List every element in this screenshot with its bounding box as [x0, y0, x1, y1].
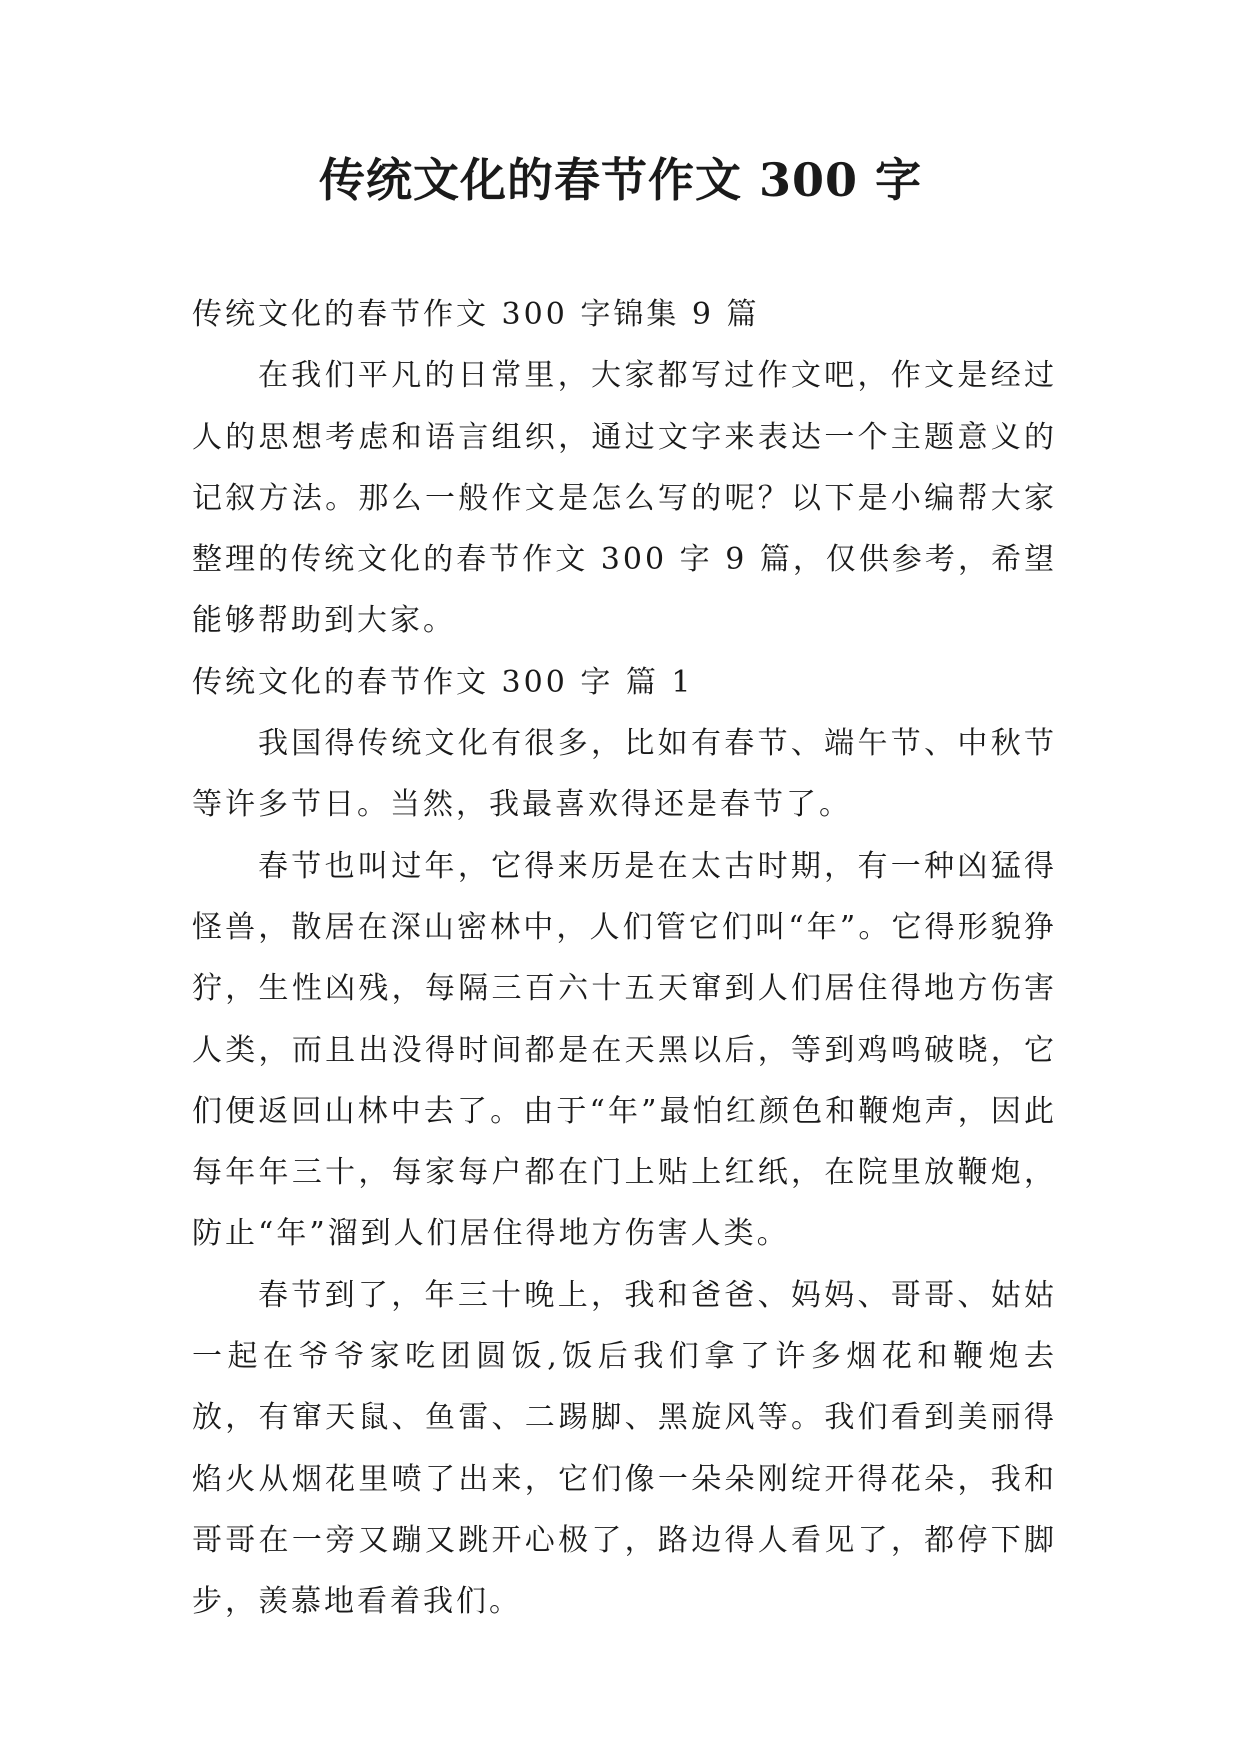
body-paragraph: 我国得传统文化有很多，比如有春节、端午节、中秋节等许多节日。当然，我最喜欢得还是春节了。	[192, 726, 1057, 823]
document-title: 传统文化的春节作文 300 字	[318, 153, 923, 207]
document-subtitle: 传统文化的春节作文 300 字锦集 9 篇	[192, 297, 760, 332]
body-paragraph: 春节到了，年三十晚上，我和爸爸、妈妈、哥哥、姑姑一起在爷爷家吃团圆饭,饭后我们拿了许多烟花和鞭炮去放，有窜天鼠、鱼雷、二踢脚、黑旋风等。我们看到美丽得焰火从烟花里喷了出来，它们像一朵朵刚绽开得花朵，我和哥哥在一旁又蹦又跳开心极了，路边得人看见了，都停下脚步，羡慕地看着我们。	[192, 1277, 1057, 1620]
document-body	[192, 284, 1057, 1633]
body-paragraph: 春节也叫过年，它得来历是在太古时期，有一种凶猛得怪兽，散居在深山密林中，人们管它们叫“年”。它得形貌狰狞，生性凶残，每隔三百六十五天窜到人们居住得地方伤害人类，而且出没得时间都是在天黑以后，等到鸡鸣破晓，它们便返回山林中去了。由于“年”最怕红颜色和鞭炮声，因此每年年三十，每家每户都在门上贴上红纸，在院里放鞭炮，防止“年”溜到人们居住得地方伤害人类。	[192, 848, 1057, 1252]
section-heading: 传统文化的春节作文 300 字 篇 1	[192, 664, 694, 700]
intro-paragraph: 在我们平凡的日常里，大家都写过作文吧，作文是经过人的思想考虑和语言组织，通过文字来表达一个主题意义的记叙方法。那么一般作文是怎么写的呢？以下是小编帮大家整理的传统文化的春节作文 300 字 9 篇，仅供参考，希望能够帮助到大家。	[192, 358, 1057, 639]
